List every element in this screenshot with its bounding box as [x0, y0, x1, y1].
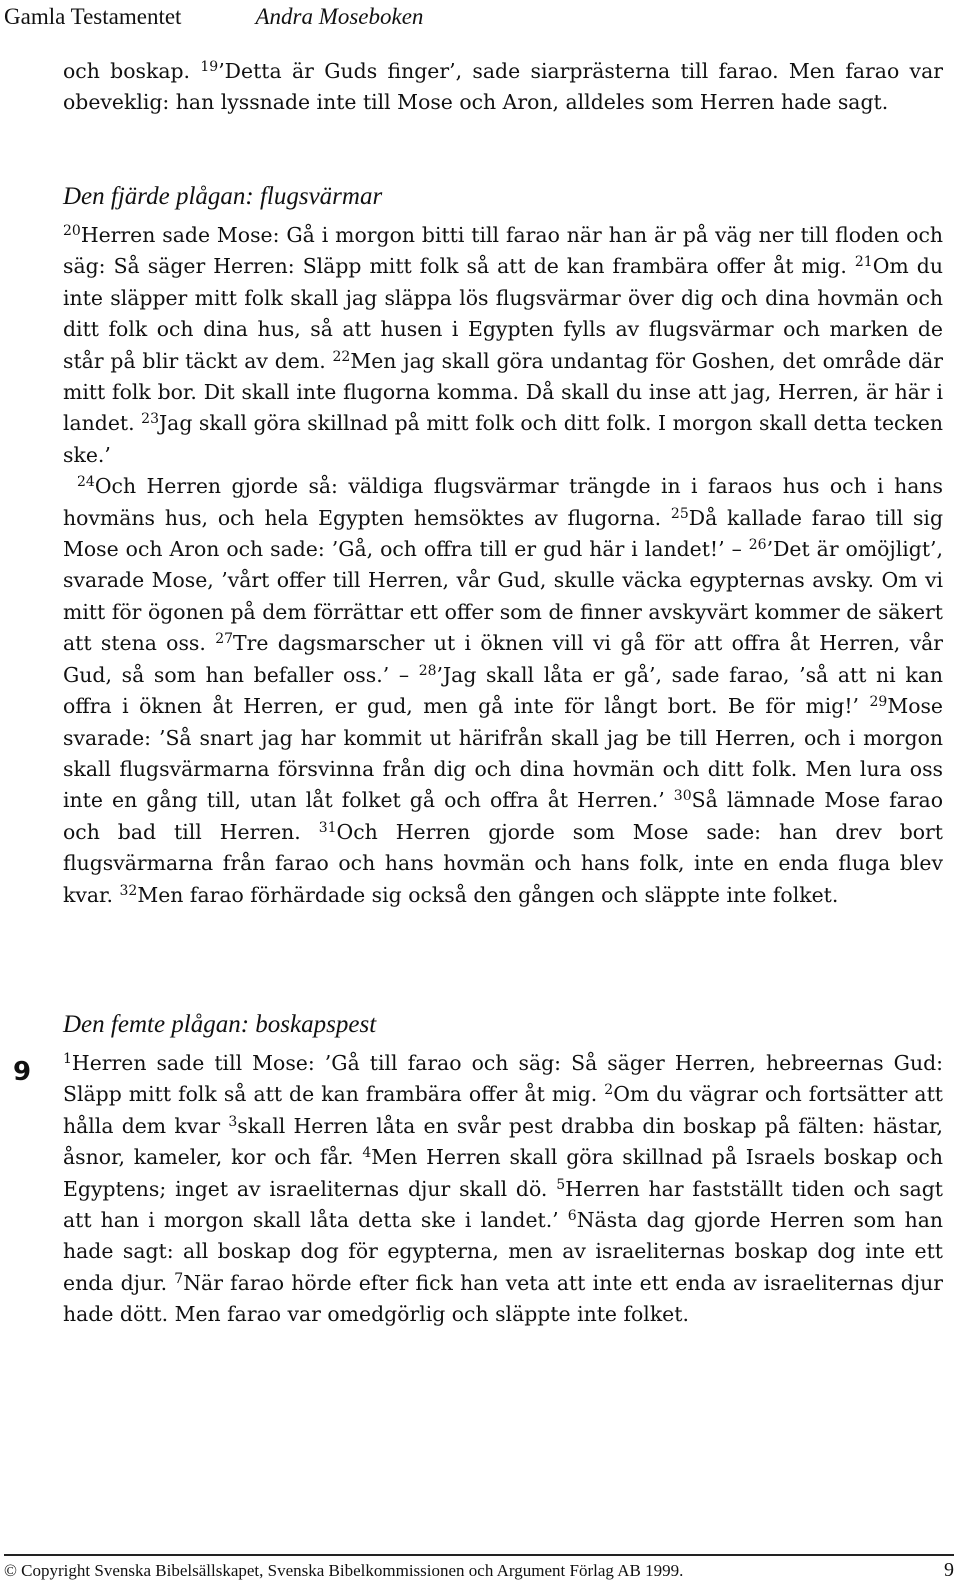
- verse-text: Och Herren gjorde som Mose sade: han drev bort flugsvärmarna från farao och hans hovmän och hans folk, inte en enda fluga blev kvar.: [63, 819, 943, 907]
- section-fourth-plague: [63, 180, 943, 911]
- verse-paragraph: [63, 1048, 943, 1331]
- verse-text: Om du vägrar och fortsätter att hålla dem kvar: [63, 1082, 943, 1138]
- verse-text: Jag skall göra skillnad på mitt folk och ditt folk. I morgon skall detta tecken ske.’: [63, 411, 944, 467]
- book-title: Gamla Testamentet: [4, 4, 182, 29]
- verse-text: Nästa dag gjorde Herren som han hade sagt: all boskap dog för egypterna, men av israeliternas boskap dog inte ett enda djur.: [63, 1208, 943, 1295]
- verse-number: 3: [228, 1113, 238, 1130]
- section-heading: Den femte plågan: boskapspest: [63, 1011, 377, 1038]
- verse-text: Men jag skall göra undantag för Goshen, det område där mitt folk bor. Dit skall inte flugorna komma. Då skall du inse att jag, Herren, är här i landet.: [63, 348, 943, 436]
- verse-number: 1: [63, 1051, 72, 1067]
- section-title: Andra Moseboken: [255, 4, 424, 29]
- verse-number: 27: [215, 631, 234, 648]
- verse-number: 19: [200, 59, 219, 75]
- verse-number: 2: [604, 1082, 614, 1099]
- verse-text: Om du inte släpper mitt folk skall jag släppa lös flugsvärmar över dig och dina hovmän och ditt folk och dina hus, så att husen i Egypten fylls av flugsvärmar och marken de står på blir täckt av dem.: [63, 254, 943, 373]
- verse-number: 32: [119, 882, 138, 899]
- verse-number: 6: [567, 1208, 577, 1225]
- verse-text: Då kallade farao till sig Mose och Aron och sade: ’Gå, och offra till er gud här i landet!’ –: [63, 505, 943, 562]
- verse-text: Men farao förhärdade sig också den gången och släppte inte folket.: [137, 882, 839, 907]
- verse-text: Tre dagsmarscher ut i öknen vill vi gå för att offra åt Herren, vår Gud, så som han befaller oss.’ –: [63, 631, 943, 687]
- text-block-top: [63, 56, 943, 119]
- verse-number: 26: [748, 537, 767, 554]
- verse-text: ’Det är omöjligt’, svarade Mose, ’vårt offer till Herren, vår Gud, skulle väcka egypternas avsky. Om vi mitt för ögonen på dem förrättar ett offer som de finner avskyvärt kommer de säkert att stena oss.: [63, 537, 944, 656]
- verse-text: Men Herren skall göra skillnad på Israels boskap och Egyptens; inget av israeliternas djur skall dö.: [63, 1145, 943, 1201]
- verse-number: 28: [418, 662, 437, 679]
- verse-number: 22: [332, 348, 351, 365]
- verse-text: ’Jag skall låta er gå’, sade farao, ’så att ni kan offra i öknen åt Herren, er gud, men gå inte för långt bort. Be för mig!’: [63, 662, 943, 719]
- verse-number: 29: [869, 694, 888, 711]
- verse-text: Herren sade Mose: Gå i morgon bitti till farao när han är på väg ner till floden och säg: Så säger Herren: Släpp mitt folk så att de kan frambära offer åt mig.: [63, 223, 943, 279]
- verse-number: 20: [63, 223, 81, 239]
- section-heading: Den fjärde plågan: flugsvärmar: [63, 183, 383, 210]
- verse-paragraph: [63, 56, 943, 119]
- verse-number: 23: [141, 411, 159, 428]
- section-fifth-plague: [63, 1008, 943, 1331]
- page-number: 9: [944, 1559, 954, 1581]
- verse-text: Herren har fastställt tiden och sagt att han i morgon skall låta detta ske i landet.’: [63, 1176, 943, 1233]
- verse-text: Så lämnade Mose farao och bad till Herren.: [63, 788, 943, 844]
- copyright-notice: © Copyright Svenska Bibelsällskapet, Svenska Bibelkommissionen och Argument Förlag AB 1999.: [4, 1561, 684, 1580]
- verse-text: och boskap.: [63, 59, 201, 83]
- verse-number: 4: [362, 1145, 372, 1162]
- verse-paragraph: [63, 220, 943, 471]
- page-footer: [4, 1554, 954, 1585]
- running-header: [4, 2, 423, 32]
- verse-number: 31: [318, 819, 337, 836]
- verse-number: 25: [670, 505, 689, 522]
- chapter-number: 9: [12, 1057, 32, 1087]
- verse-number: 5: [556, 1176, 566, 1193]
- verse-number: 21: [854, 254, 873, 271]
- verse-text: Mose svarade: ’Så snart jag har kommit ut härifrån skall jag be till Herren, och i morgon skall flugsvärmarna försvinna från dig och dina hovmän och ditt folk. Men lura oss inte en gång till, utan låt folket gå och offra åt Herren.’: [63, 694, 943, 813]
- verse-text: Och Herren gjorde så: väldiga flugsvärmar trängde in i faraos hus och i hans hovmäns hus, och hela Egypten hemsöktes av flugorna.: [63, 474, 943, 530]
- verse-number: 24: [77, 474, 95, 491]
- verse-paragraph: [63, 471, 943, 911]
- verse-text: När farao hörde efter fick han veta att inte ett enda av israeliternas djur hade dött. Men farao var omedgörlig och släppte inte folket.: [63, 1270, 943, 1327]
- verse-text: skall Herren låta en svår pest drabba din boskap på fälten: hästar, åsnor, kameler, kor och får.: [63, 1113, 943, 1170]
- verse-number: 7: [174, 1270, 184, 1287]
- verse-text: Herren sade till Mose: ’Gå till farao och säg: Så säger Herren, hebreernas Gud: Släpp mitt folk så att de kan frambära offer åt mig.: [63, 1051, 943, 1107]
- verse-text: ’Detta är Guds finger’, sade siarprästerna till farao. Men farao var obeveklig: han lyssnade inte till Mose och Aron, alldeles som Herren hade sagt.: [63, 59, 943, 115]
- verse-number: 30: [673, 788, 692, 805]
